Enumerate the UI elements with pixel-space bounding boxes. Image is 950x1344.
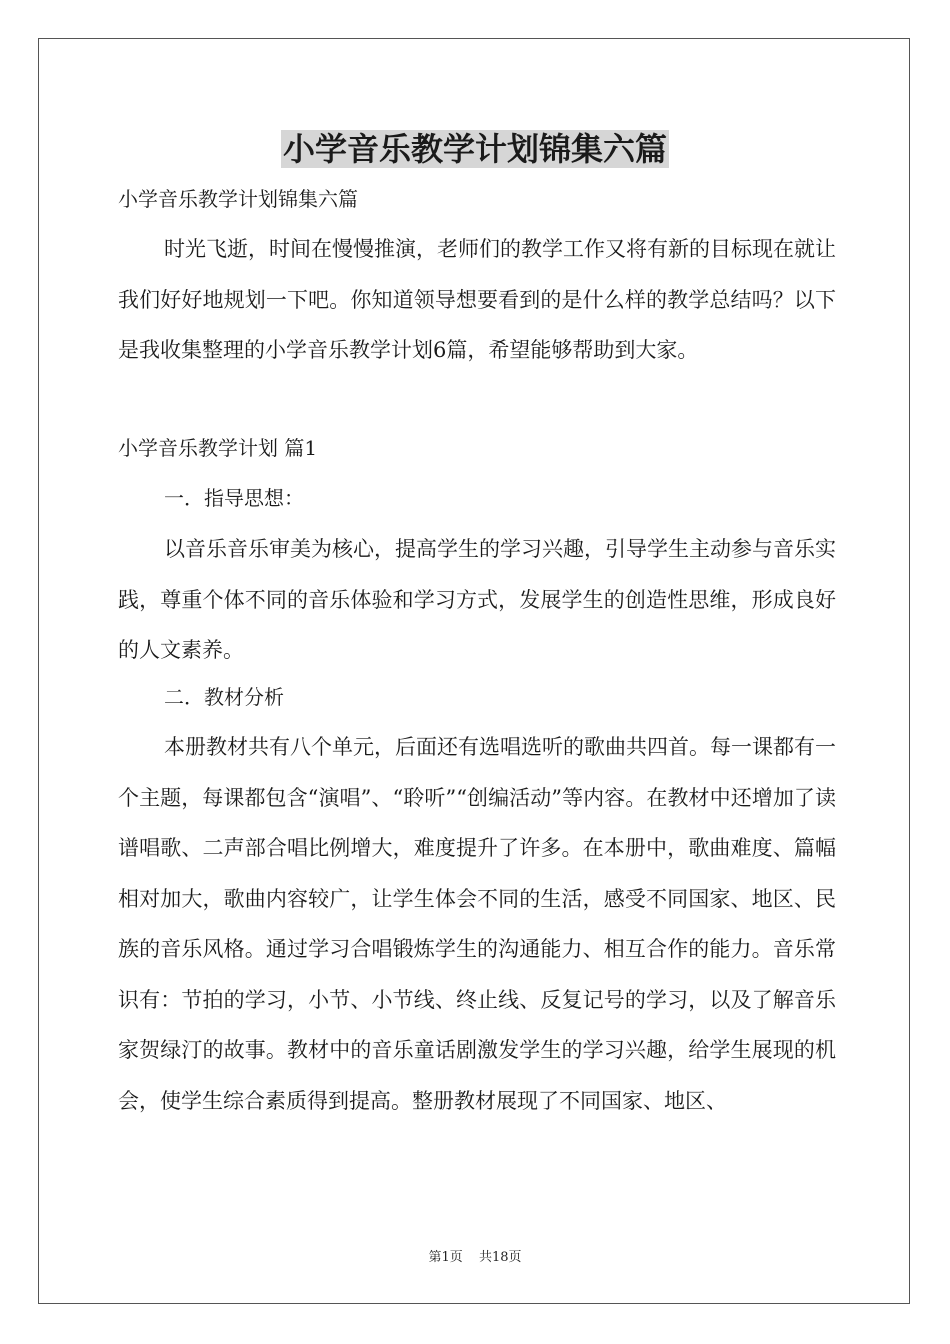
document-title: 小学音乐教学计划锦集六篇	[282, 130, 667, 168]
total-pages: 共18页	[478, 1250, 522, 1265]
heading-textbook-analysis: 二．教材分析	[164, 685, 284, 709]
page-number: 第1页	[428, 1250, 463, 1265]
section-title: 小学音乐教学计划 篇1	[118, 436, 318, 460]
textbook-analysis-paragraph: 本册教材共有八个单元，后面还有选唱选听的歌曲共四首。每一课都有一个主题，每课都包含“演唱”、“聆听”“创编活动”等内容。在教材中还增加了读谱唱歌、二声部合唱比例增大，难度提升了许多。在本册中，歌曲难度、篇幅相对加大，歌曲内容较广，让学生体会不同的生活，感受不同国家、地区、民族的音乐风格。通过学习合唱锻炼学生的沟通能力、相互合作的能力。音乐常识有：节拍的学习，小节、小节线、终止线、反复记号的学习，以及了解音乐家贺绿汀的故事。教材中的音乐童话剧激发学生的学习兴趣，给学生展现的机会，使学生综合素质得到提高。整册教材展现了不同国家、地区、	[118, 735, 836, 1113]
page-footer	[0, 1246, 950, 1265]
document-subtitle: 小学音乐教学计划锦集六篇	[118, 187, 358, 211]
intro-paragraph: 时光飞逝，时间在慢慢推演，老师们的教学工作又将有新的目标现在就让我们好好地规划一下吧。你知道领导想要看到的是什么样的教学总结吗？以下是我收集整理的小学音乐教学计划6篇，希望能够帮助到大家。	[118, 237, 836, 362]
guiding-ideas-paragraph: 以音乐音乐审美为核心，提高学生的学习兴趣，引导学生主动参与音乐实践，尊重个体不同的音乐体验和学习方式，发展学生的创造性思维，形成良好的人文素养。	[118, 537, 836, 662]
heading-guiding-ideas: 一．指导思想：	[164, 486, 304, 510]
